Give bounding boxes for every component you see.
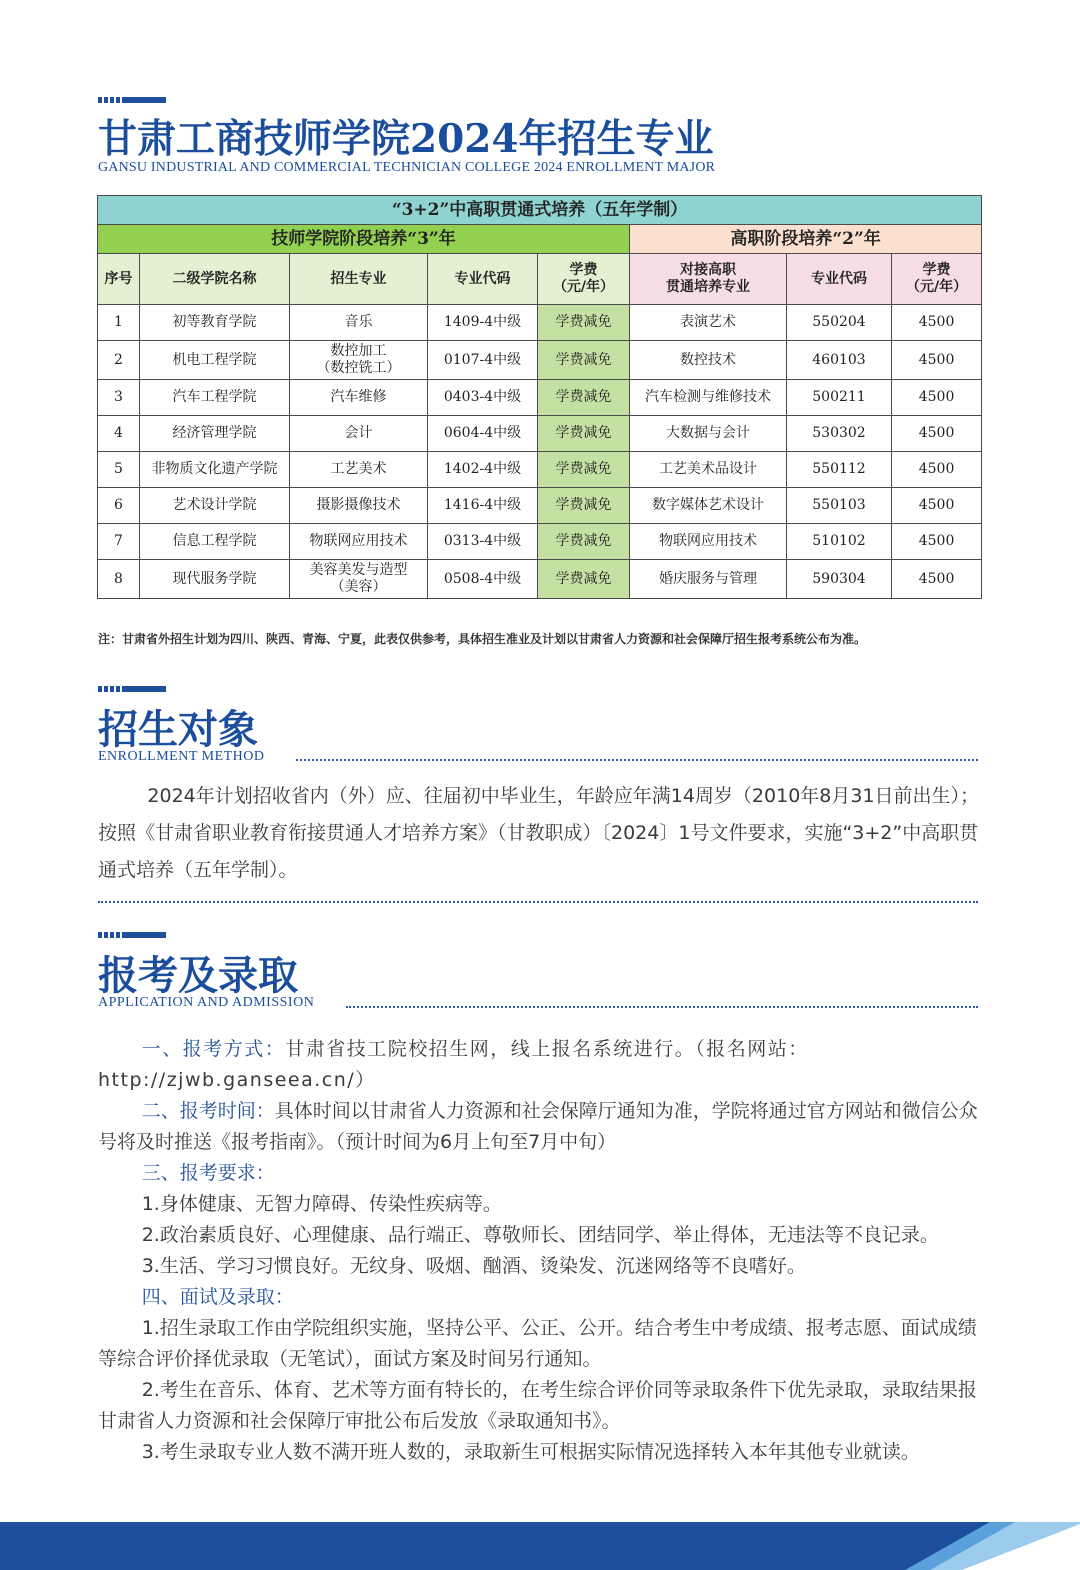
- page-title: 甘肃工商技师学院2024年招生专业: [98, 116, 714, 162]
- col-header-major: 招生专业: [290, 254, 428, 305]
- method-paragraph: [98, 1034, 980, 1096]
- cell-college: 初等教育学院: [140, 305, 290, 341]
- cell-hv-code: 550103: [787, 488, 892, 524]
- cell-fee: 学费减免: [538, 560, 630, 599]
- table-row: [98, 488, 982, 524]
- cell-code: 0508-4中级: [428, 560, 538, 599]
- cell-fee: 学费减免: [538, 341, 630, 380]
- cell-code: 0604-4中级: [428, 416, 538, 452]
- cell-hv-code: 530302: [787, 416, 892, 452]
- table-row: [98, 560, 982, 599]
- admission-subtitle: APPLICATION AND ADMISSION: [98, 995, 315, 1010]
- cell-hv-fee: 4500: [892, 488, 982, 524]
- cell-college: 非物质文化遗产学院: [140, 452, 290, 488]
- cell-no: 3: [98, 380, 140, 416]
- col-header-hv-fee: 学费 （元/年）: [892, 254, 982, 305]
- time-label: 二、报考时间：: [141, 1100, 275, 1122]
- col-header-code: 专业代码: [428, 254, 538, 305]
- cell-code: 1416-4中级: [428, 488, 538, 524]
- cell-hv-major: 婚庆服务与管理: [630, 560, 787, 599]
- admission-title: 报考及录取: [98, 952, 298, 999]
- table-row: [98, 380, 982, 416]
- cell-major: 音乐: [290, 305, 428, 341]
- phase-technician: 技师学院阶段培养“3”年: [98, 225, 630, 254]
- dotted-divider: [98, 901, 978, 903]
- cell-hv-fee: 4500: [892, 416, 982, 452]
- cell-hv-major: 物联网应用技术: [630, 524, 787, 560]
- cell-no: 6: [98, 488, 140, 524]
- time-paragraph: [98, 1096, 980, 1158]
- footer-band: [0, 1522, 1080, 1570]
- cell-hv-fee: 4500: [892, 452, 982, 488]
- enrollment-table: [97, 195, 982, 599]
- cell-hv-code: 550204: [787, 305, 892, 341]
- table-row: [98, 524, 982, 560]
- cell-major: 数控加工 （数控铣工）: [290, 341, 428, 380]
- cell-no: 2: [98, 341, 140, 380]
- method-text: 甘肃省技工院校招生网，线上报名系统进行。（报名网站：http://zjwb.ganseea.cn/）: [98, 1038, 809, 1091]
- cell-hv-fee: 4500: [892, 341, 982, 380]
- cell-hv-fee: 4500: [892, 524, 982, 560]
- cell-fee: 学费减免: [538, 416, 630, 452]
- interview-item: 2.考生在音乐、体育、艺术等方面有特长的，在考生综合评价同等录取条件下优先录取，录取结果报甘肃省人力资源和社会保障厅审批公布后发放《录取通知书》。: [98, 1379, 977, 1432]
- table-row: [98, 305, 982, 341]
- cell-college: 信息工程学院: [140, 524, 290, 560]
- col-header-fee: 学费 （元/年）: [538, 254, 630, 305]
- cell-hv-fee: 4500: [892, 560, 982, 599]
- col-header-college: 二级学院名称: [140, 254, 290, 305]
- interview-item: 3.考生录取专业人数不满开班人数的，录取新生可根据实际情况选择转入本年其他专业就读。: [141, 1441, 920, 1463]
- dotted-divider: [346, 1006, 978, 1008]
- cell-major: 物联网应用技术: [290, 524, 428, 560]
- targets-body: 2024年计划招收省内（外）应、往届初中毕业生，年龄应年满14周岁（2010年8月31日前出生）；按照《甘肃省职业教育衔接贯通人才培养方案》（甘教职成）〔2024〕1号文件要求，实施“3+2”中高职贯通式培养（五年学制）。: [98, 785, 980, 881]
- cell-code: 0313-4中级: [428, 524, 538, 560]
- cell-code: 1409-4中级: [428, 305, 538, 341]
- req-label: 三、报考要求：: [141, 1162, 275, 1184]
- cell-college: 艺术设计学院: [140, 488, 290, 524]
- cell-no: 8: [98, 560, 140, 599]
- cell-no: 7: [98, 524, 140, 560]
- cell-hv-major: 表演艺术: [630, 305, 787, 341]
- cell-code: 0403-4中级: [428, 380, 538, 416]
- cell-hv-code: 460103: [787, 341, 892, 380]
- cell-college: 汽车工程学院: [140, 380, 290, 416]
- cell-code: 1402-4中级: [428, 452, 538, 488]
- section-mark-decor: [98, 932, 166, 938]
- table-row: [98, 341, 982, 380]
- interview-label: 四、面试及录取：: [141, 1286, 294, 1308]
- cell-hv-major: 数字媒体艺术设计: [630, 488, 787, 524]
- cell-college: 机电工程学院: [140, 341, 290, 380]
- method-label: 一、报考方式：: [141, 1038, 286, 1060]
- cell-major: 摄影摄像技术: [290, 488, 428, 524]
- targets-subtitle: ENROLLMENT METHOD: [98, 749, 265, 764]
- cell-college: 现代服务学院: [140, 560, 290, 599]
- phase-vocational: 高职阶段培养“2”年: [630, 225, 982, 254]
- dotted-divider: [296, 759, 978, 761]
- time-text: 具体时间以甘肃省人力资源和社会保障厅通知为准，学院将通过官方网站和微信公众号将及时推送《报考指南》。（预计时间为6月上旬至7月中旬）: [98, 1100, 978, 1153]
- table-header-row: [98, 254, 982, 305]
- cell-major: 工艺美术: [290, 452, 428, 488]
- section-mark-decor: [98, 97, 166, 103]
- footer-decor: [0, 1522, 1080, 1570]
- cell-hv-code: 590304: [787, 560, 892, 599]
- cell-fee: 学费减免: [538, 488, 630, 524]
- col-header-hv-major: 对接高职 贯通培养专业: [630, 254, 787, 305]
- cell-fee: 学费减免: [538, 452, 630, 488]
- req-item: 1.身体健康、无智力障碍、传染性疾病等。: [141, 1193, 502, 1215]
- col-header-no: 序号: [98, 254, 140, 305]
- page-subtitle: GANSU INDUSTRIAL AND COMMERCIAL TECHNICIAN COLLEGE 2024 ENROLLMENT MAJOR: [98, 160, 716, 175]
- cell-hv-major: 大数据与会计: [630, 416, 787, 452]
- cell-code: 0107-4中级: [428, 341, 538, 380]
- table-row: [98, 416, 982, 452]
- cell-hv-major: 汽车检测与维修技术: [630, 380, 787, 416]
- cell-fee: 学费减免: [538, 524, 630, 560]
- targets-title: 招生对象: [98, 706, 258, 753]
- admission-body: [98, 1034, 980, 1468]
- cell-major: 汽车维修: [290, 380, 428, 416]
- cell-hv-fee: 4500: [892, 305, 982, 341]
- cell-hv-major: 数控技术: [630, 341, 787, 380]
- cell-no: 5: [98, 452, 140, 488]
- cell-major: 美容美发与造型 （美容）: [290, 560, 428, 599]
- cell-hv-code: 510102: [787, 524, 892, 560]
- req-item: 2.政治素质良好、心理健康、品行端正、尊敬师长、团结同学、举止得体，无违法等不良记录。: [141, 1224, 939, 1246]
- req-item: 3.生活、学习习惯良好。无纹身、吸烟、酗酒、烫染发、沉迷网络等不良嗜好。: [141, 1255, 806, 1277]
- cell-no: 4: [98, 416, 140, 452]
- cell-college: 经济管理学院: [140, 416, 290, 452]
- cell-hv-fee: 4500: [892, 380, 982, 416]
- cell-hv-major: 工艺美术品设计: [630, 452, 787, 488]
- table-row: [98, 452, 982, 488]
- cell-fee: 学费减免: [538, 380, 630, 416]
- table-note: 注：甘肃省外招生计划为四川、陕西、青海、宁夏，此表仅供参考，具体招生准业及计划以甘肃省人力资源和社会保障厅招生报考系统公布为准。: [98, 632, 867, 646]
- cell-major: 会计: [290, 416, 428, 452]
- interview-item: 1.招生录取工作由学院组织实施，坚持公平、公正、公开。结合考生中考成绩、报考志愿、面试成绩等综合评价择优录取（无笔试），面试方案及时间另行通知。: [98, 1317, 977, 1370]
- cell-fee: 学费减免: [538, 305, 630, 341]
- cell-no: 1: [98, 305, 140, 341]
- col-header-hv-code: 专业代码: [787, 254, 892, 305]
- section-mark-decor: [98, 686, 166, 692]
- cell-hv-code: 550112: [787, 452, 892, 488]
- cell-hv-code: 500211: [787, 380, 892, 416]
- table-title: “3+2”中高职贯通式培养（五年学制）: [98, 196, 982, 225]
